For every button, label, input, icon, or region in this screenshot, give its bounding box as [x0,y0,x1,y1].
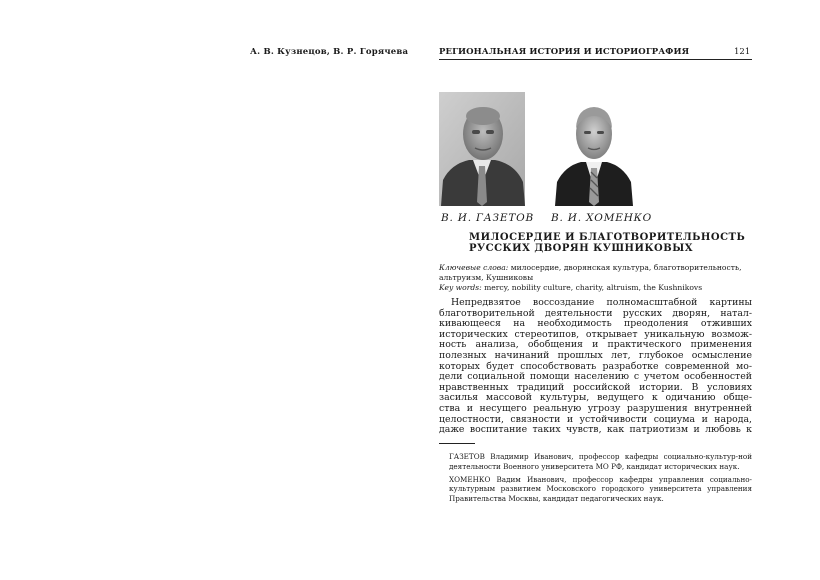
header-rule [439,59,752,60]
keywords-ru-label: Ключевые слова: [439,263,509,272]
body-line: засилья массовой культуры, ведущего к одичанию обще- [439,392,752,404]
article-title-line-1: МИЛОСЕРДИЕ И БЛАГОТВОРИТЕЛЬНОСТЬ [469,232,746,243]
body-line: исторических стереотипов, открывает уникальную возмож- [439,328,752,340]
footnote-khomenko: ХОМЕНКО Вадим Иванович, профессор кафедры управления социально-культурным развитием Московского городского университета управления Правительства Москвы, кандидат педагогических наук. [449,474,752,504]
body-line: кивающееся на необходимость преодоления отживших [439,318,752,330]
keywords-en-text: mercy, nobility culture, charity, altruism, the Kushnikovs [481,283,703,292]
running-header-section-title: РЕГИОНАЛЬНАЯ ИСТОРИЯ И ИСТОРИОГРАФИЯ [439,47,690,57]
keywords-ru-text: милосердие, дворянская культура, благотворительность, [508,263,742,272]
body-line: полезных начинаний прошлых лет, глубокое осмысление [439,349,752,361]
body-line: целостности, связности и устойчивости социума и народа, [439,413,752,425]
author-name-khomenko: В. И. ХОМЕНКО [551,212,653,224]
footnote-gazetov: ГАЗЕТОВ Владимир Иванович, профессор кафедры социально-культур-ной деятельности Военного университета МО РФ, кандидат исторических наук. [449,452,752,471]
body-line: ства и несущего реальную угрозу разрушения внутренней [439,402,752,414]
keywords-ru-line-2: альтруизм, Кушниковы [439,273,534,282]
article-title [469,232,745,254]
keywords-en-label: Key words: [439,283,482,292]
body-line: Непредвзятое воссоздание полномасштабной картины [451,297,752,308]
body-line: нравственных традиций российской истории. В условиях [439,381,752,393]
body-line: ность анализа, обобщения и практического применения [439,339,752,351]
article-body [439,298,752,436]
keywords-en [439,283,752,293]
author-photo-gazetov [439,92,525,206]
footnotes [439,452,752,507]
footnote-rule [439,443,475,444]
body-line: которых будет способствовать разработке современной мо- [439,360,752,372]
running-header-authors: А. В. Кузнецов, В. Р. Горячева [250,47,409,57]
author-photo-khomenko [551,92,637,206]
body-line: благотворительной деятельности русских дворян, натал- [439,307,752,319]
body-line: дели социальной помощи населению с учетом особенностей [439,371,752,383]
body-line: даже воспитание таких чувств, как патриотизм и любовь к [439,424,752,436]
article-title-line-2: РУССКИХ ДВОРЯН КУШНИКОВЫХ [469,243,693,254]
author-name-gazetov: В. И. ГАЗЕТОВ [441,212,535,224]
page-number: 121 [734,47,751,57]
keywords-block [439,263,752,293]
keywords-ru-line-1 [439,263,752,273]
